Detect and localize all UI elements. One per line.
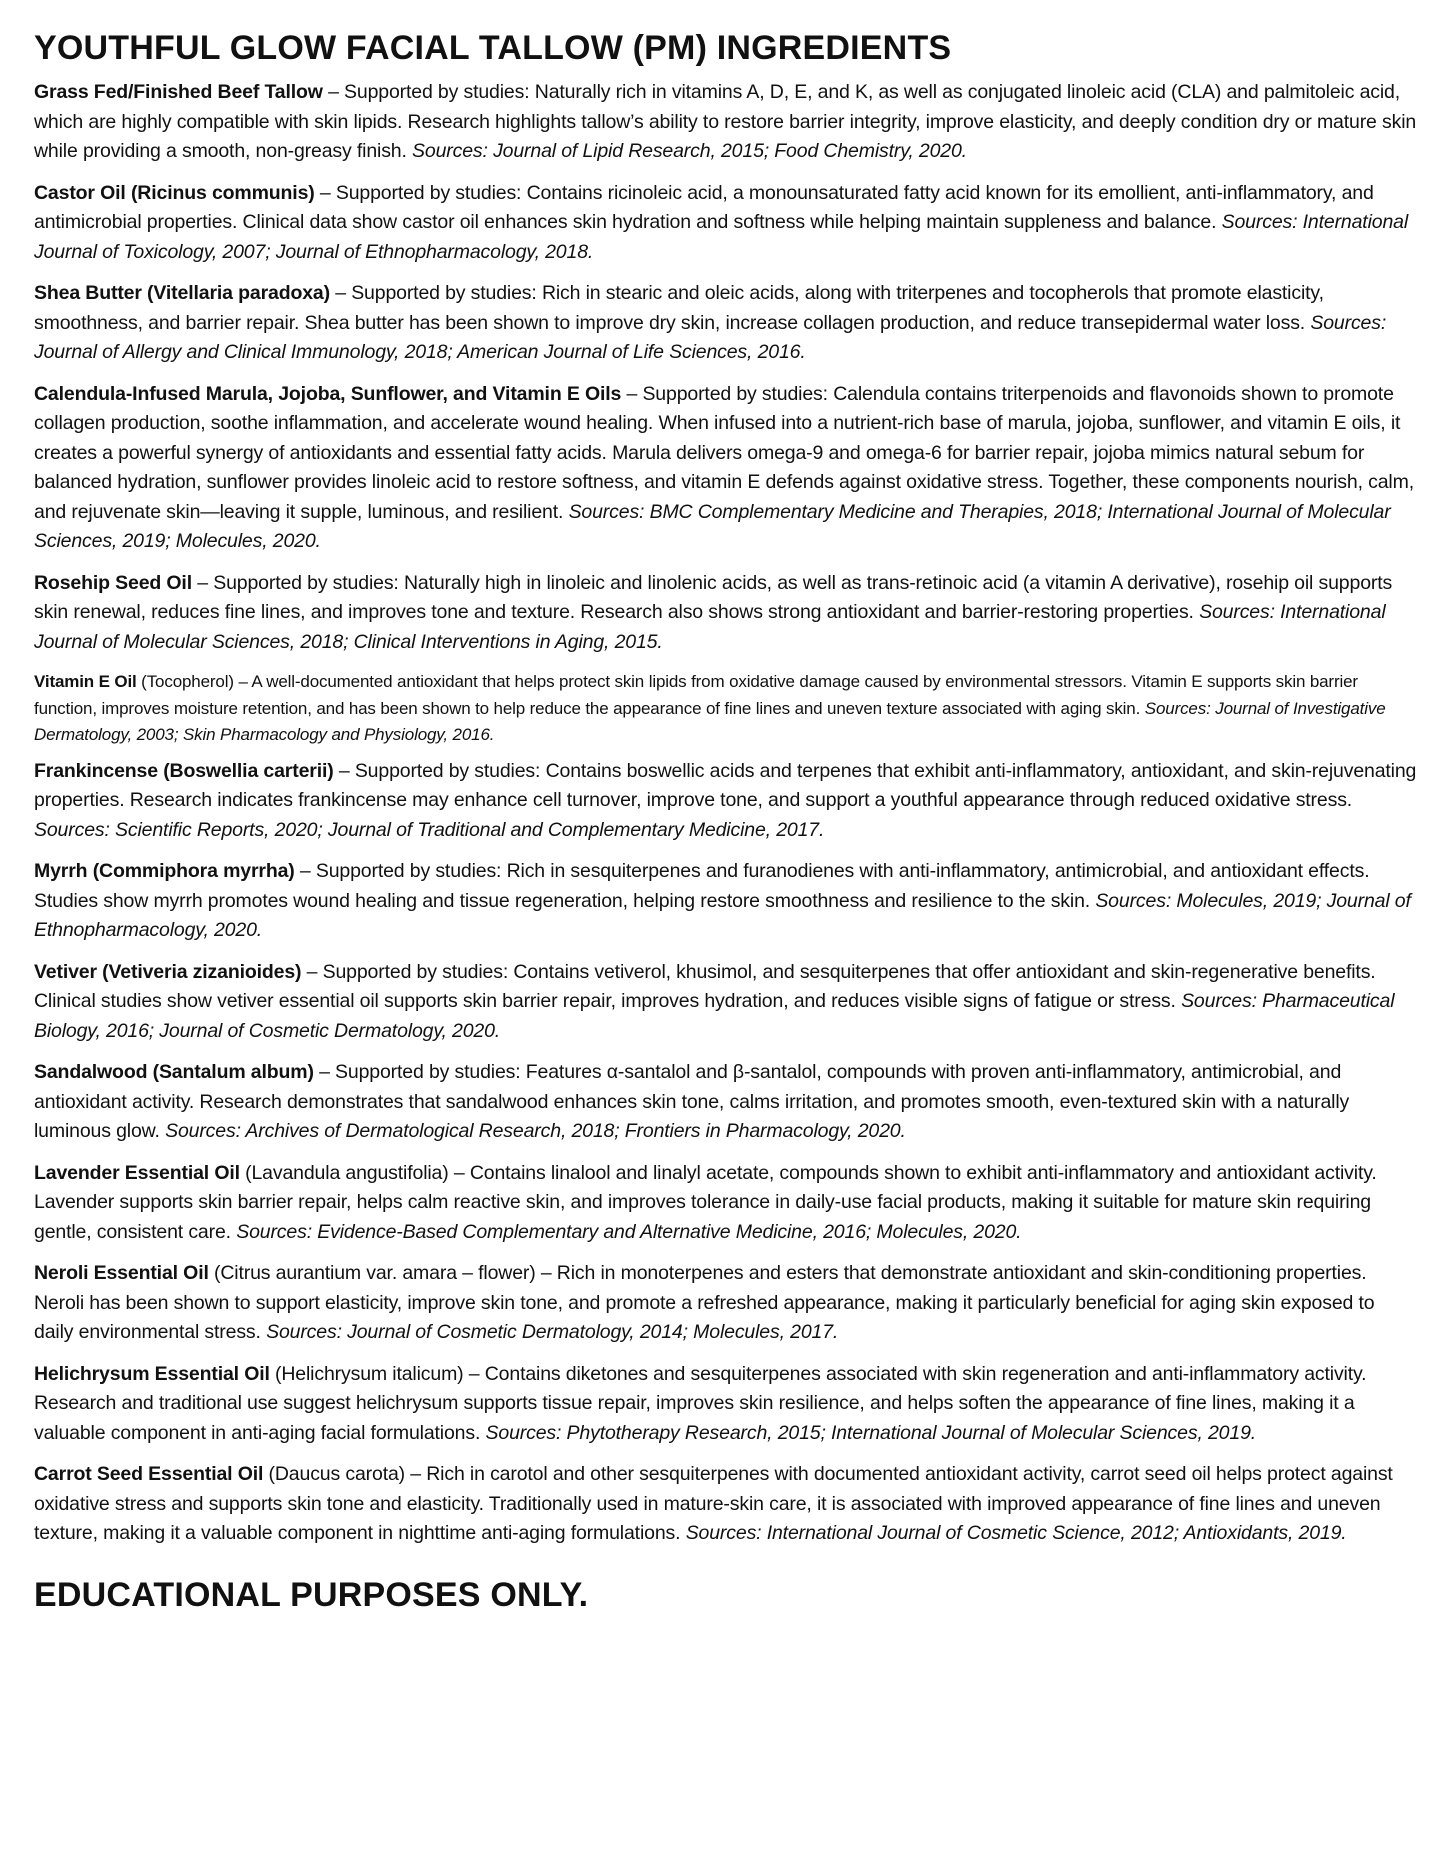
- ingredient-entry-neroli: [34, 1259, 1419, 1348]
- ingredient-description: – Supported by studies: Rich in sesquiterpenes and furanodienes with anti-inflammatory, antimicrobial, and antioxidant effects. Studies show myrrh promotes wound healing and tissue regeneration, helping restore smoothness and resilience to the skin.: [34, 860, 1370, 912]
- ingredient-name: Castor Oil (Ricinus communis): [34, 181, 315, 204]
- ingredient-entry-helichrysum: [34, 1360, 1419, 1449]
- document-page: [34, 28, 1419, 1615]
- page-title: YOUTHFUL GLOW FACIAL TALLOW (PM) INGREDIENTS: [34, 29, 952, 67]
- ingredient-name: Shea Butter (Vitellaria paradoxa): [34, 282, 330, 304]
- ingredient-sources: Sources: Evidence-Based Complementary and Alternative Medicine, 2016; Molecules, 2020.: [236, 1220, 1022, 1243]
- ingredient-entry-castor-oil: [34, 179, 1419, 268]
- ingredient-entry-rosehip-seed-oil: [34, 569, 1419, 658]
- ingredient-entry-carrot-seed: [34, 1460, 1419, 1549]
- disclaimer-footer: EDUCATIONAL PURPOSES ONLY.: [34, 1575, 589, 1614]
- ingredient-entry-calendula-oils: [34, 380, 1419, 557]
- ingredient-name: Rosehip Seed Oil: [34, 571, 192, 594]
- ingredient-description: – Contains linalool and linalyl acetate, compounds shown to exhibit anti-inflammatory and antioxidant activity. Lavender supports skin barrier repair, helps calm reactive skin, and improves tolerance in daily-use facial products, making it suitable for mature skin requiring gentle, consistent care.: [34, 1161, 1377, 1243]
- ingredient-name: Vitamin E Oil: [34, 672, 137, 691]
- ingredient-entry-sandalwood: [34, 1058, 1419, 1147]
- ingredient-entry-shea-butter: [34, 279, 1419, 368]
- ingredient-description: – Supported by studies: Contains ricinoleic acid, a monounsaturated fatty acid known for its emollient, anti-inflammatory, and antimicrobial properties. Clinical data show castor oil enhances skin hydration and softness while helping maintain suppleness and balance.: [34, 181, 1374, 233]
- ingredient-scientific-name: (Tocopherol): [136, 672, 234, 691]
- ingredient-description: – Rich in carotol and other sesquiterpenes with documented antioxidant activity, carrot seed oil helps protect against oxidative stress and supports skin tone and elasticity. Traditionally used in mature-skin care, it is associated with improved appearance of fine lines and uneven texture, making it a valuable component in nighttime anti-aging formulations.: [34, 1463, 1393, 1544]
- ingredient-entry-vetiver: [34, 958, 1419, 1047]
- ingredient-description: – Supported by studies: Rich in stearic and oleic acids, along with triterpenes and tocopherols that promote elasticity, smoothness, and barrier repair. Shea butter has been shown to improve dry skin, increase collagen production, and reduce transepidermal water loss.: [34, 282, 1324, 334]
- ingredient-sources: Sources: Journal of Cosmetic Dermatology, 2014; Molecules, 2017.: [266, 1321, 839, 1343]
- ingredient-description: – Supported by studies: Naturally high in linoleic and linolenic acids, as well as trans-retinoic acid (a vitamin A derivative), rosehip oil supports skin renewal, reduces fine lines, and improves tone and texture. Research also shows strong antioxidant and barrier-restoring properties.: [34, 571, 1393, 623]
- ingredient-name: Helichrysum Essential Oil: [34, 1362, 270, 1385]
- ingredient-name: Lavender Essential Oil: [34, 1161, 240, 1184]
- ingredient-sources: Sources: International Journal of Cosmetic Science, 2012; Antioxidants, 2019.: [685, 1522, 1347, 1544]
- ingredient-sources: Sources: Archives of Dermatological Research, 2018; Frontiers in Pharmacology, 2020.: [165, 1120, 906, 1142]
- ingredient-sources: Sources: Journal of Allergy and Clinical Immunology, 2018; American Journal of Life Sciences, 2016.: [34, 311, 1387, 363]
- ingredient-sources: Sources: International Journal of Molecular Sciences, 2018; Clinical Interventions in Aging, 2015.: [34, 601, 1386, 653]
- ingredient-sources: Sources: Scientific Reports, 2020; Journal of Traditional and Complementary Medicine, 2017.: [34, 818, 825, 841]
- ingredient-sources: Sources: Journal of Lipid Research, 2015; Food Chemistry, 2020.: [412, 140, 967, 162]
- ingredient-name: Vetiver (Vetiveria zizanioides): [34, 960, 302, 983]
- ingredient-sources: Sources: BMC Complementary Medicine and Therapies, 2018; International Journal of Molecular Sciences, 2019; Molecules, 2020.: [34, 500, 1391, 552]
- ingredient-name: Frankincense (Boswellia carterii): [34, 759, 334, 782]
- ingredient-name: Calendula-Infused Marula, Jojoba, Sunflower, and Vitamin E Oils: [34, 382, 622, 405]
- ingredient-name: Myrrh (Commiphora myrrha): [34, 860, 295, 882]
- ingredient-scientific-name: (Lavandula angustifolia): [239, 1161, 449, 1184]
- ingredient-entry-lavender: [34, 1159, 1419, 1248]
- ingredient-scientific-name: (Daucus carota): [263, 1463, 406, 1485]
- ingredient-name: Grass Fed/Finished Beef Tallow: [34, 81, 323, 103]
- ingredient-sources: Sources: Phytotherapy Research, 2015; International Journal of Molecular Sciences, 2019.: [485, 1421, 1257, 1444]
- ingredient-description: – Supported by studies: Features α-santalol and β-santalol, compounds with proven anti-inflammatory, antimicrobial, and antioxidant activity. Research demonstrates that sandalwood enhances skin tone, calms irritation, and promotes smooth, even-textured skin with a naturally luminous glow.: [34, 1061, 1350, 1142]
- ingredient-entry-myrrh: [34, 857, 1419, 946]
- ingredient-sources: Sources: Journal of Investigative Dermatology, 2003; Skin Pharmacology and Physiology, 2016.: [34, 698, 1386, 744]
- ingredient-entry-frankincense: [34, 757, 1419, 846]
- ingredient-description: – Supported by studies: Contains boswellic acids and terpenes that exhibit anti-inflammatory, antioxidant, and skin-rejuvenating properties. Research indicates frankincense may enhance cell turnover, improve tone, and support a youthful appearance through reduced oxidative stress.: [34, 759, 1417, 811]
- ingredient-description: – Supported by studies: Contains vetiverol, khusimol, and sesquiterpenes that offer antioxidant and skin-regenerative benefits. Clinical studies show vetiver essential oil supports skin barrier repair, improves hydration, and reduces visible signs of fatigue or stress.: [34, 960, 1376, 1012]
- ingredient-scientific-name: (Citrus aurantium var. amara – flower): [208, 1262, 536, 1284]
- ingredient-description: – Contains diketones and sesquiterpenes associated with skin regeneration and anti-inflammatory activity. Research and traditional use suggest helichrysum supports tissue repair, improves skin resilience, and helps soften the appearance of fine lines, making it a valuable component in anti-aging facial formulations.: [34, 1362, 1367, 1444]
- ingredient-name: Carrot Seed Essential Oil: [34, 1463, 264, 1485]
- ingredient-description: – A well-documented antioxidant that helps protect skin lipids from oxidative damage caused by environmental stressors. Vitamin E supports skin barrier function, improves moisture retention, and has been shown to help reduce the appearance of fine lines and uneven texture associated with aging skin.: [34, 672, 1358, 718]
- ingredient-sources: Sources: International Journal of Toxicology, 2007; Journal of Ethnopharmacology, 2018.: [34, 211, 1409, 263]
- ingredient-sources: Sources: Pharmaceutical Biology, 2016; Journal of Cosmetic Dermatology, 2020.: [34, 990, 1395, 1042]
- ingredient-description: – Rich in monoterpenes and esters that demonstrate antioxidant and skin-conditioning properties. Neroli has been shown to support elasticity, improve skin tone, and promote a refreshed appearance, making it particularly beneficial for aging skin exposed to daily environmental stress.: [34, 1262, 1375, 1343]
- ingredient-description: – Supported by studies: Calendula contains triterpenoids and flavonoids shown to promote collagen production, soothe inflammation, and accelerate wound healing. When infused into a nutrient-rich base of marula, jojoba, sunflower, and vitamin E oils, it creates a powerful synergy of antioxidants and essential fatty acids. Marula delivers omega-9 and omega-6 for barrier repair, jojoba mimics natural sebum for balanced hydration, sunflower provides linoleic acid to restore softness, and vitamin E defends against oxidative stress. Together, these components nourish, calm, and rejuvenate skin—leaving it supple, luminous, and resilient.: [34, 382, 1414, 523]
- ingredient-description: – Supported by studies: Naturally rich in vitamins A, D, E, and K, as well as conjugated linoleic acid (CLA) and palmitoleic acid, which are highly compatible with skin lipids. Research highlights tallow’s ability to restore barrier integrity, improve elasticity, and deeply condition dry or mature skin while providing a smooth, non-greasy finish.: [34, 81, 1417, 162]
- ingredient-name: Neroli Essential Oil: [34, 1262, 209, 1284]
- ingredient-sources: Sources: Molecules, 2019; Journal of Ethnopharmacology, 2020.: [34, 889, 1411, 941]
- ingredient-entry-beef-tallow: [34, 78, 1419, 167]
- ingredient-name: Sandalwood (Santalum album): [34, 1061, 314, 1083]
- ingredient-entry-vitamin-e-oil: [34, 669, 1419, 749]
- ingredient-scientific-name: (Helichrysum italicum): [269, 1362, 464, 1385]
